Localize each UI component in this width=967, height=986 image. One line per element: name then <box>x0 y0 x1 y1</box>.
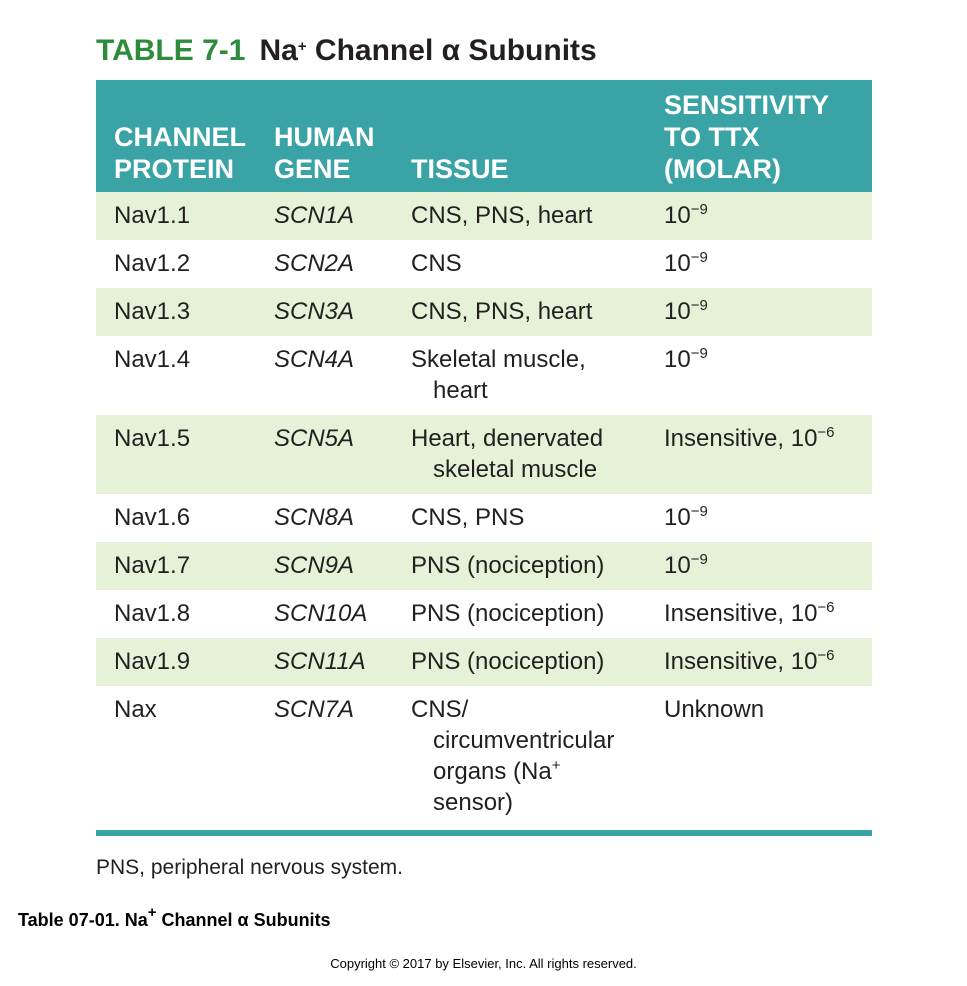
cell-tissue: Heart, denervated skeletal muscle <box>393 415 646 494</box>
cell-tissue: CNS, PNS, heart <box>393 192 646 240</box>
copyright-notice: Copyright © 2017 by Elsevier, Inc. All rights reserved. <box>330 956 637 971</box>
table-row <box>96 590 872 638</box>
header-channel-protein: CHANNEL PROTEIN <box>96 80 256 192</box>
cell-ttx-sensitivity: $10^{-9}$ <box>646 542 872 590</box>
table-row <box>96 415 872 494</box>
table-header <box>96 80 872 192</box>
cell-channel-protein: Nav1.3 <box>96 288 256 336</box>
cell-channel-protein: Nav1.1 <box>96 192 256 240</box>
cell-human-gene: SCN10A <box>274 600 368 627</box>
cell-channel-protein: Nav1.7 <box>96 542 256 590</box>
cell-channel-protein: Nav1.9 <box>96 638 256 686</box>
cell-human-gene: SCN4A <box>274 346 355 373</box>
table-row <box>96 336 872 415</box>
cell-ttx-sensitivity: Insensitive, $10^{-6}$ <box>646 638 872 686</box>
cell-human-gene: SCN1A <box>256 192 393 240</box>
table-body <box>96 192 872 830</box>
cell-human-gene: SCN7A <box>274 696 355 723</box>
cell-tissue: PNS (nociception) <box>393 542 646 590</box>
cell-channel-protein: Nav1.8 <box>114 600 191 627</box>
table-row <box>96 494 872 542</box>
cell-channel-protein: Nav1.4 <box>114 346 191 373</box>
table-frame <box>96 80 872 836</box>
cell-ttx-sensitivity: $10^{-9}$ <box>664 345 708 373</box>
table-row <box>96 288 872 336</box>
cell-channel-protein: Nav1.6 <box>114 504 191 531</box>
cell-human-gene: SCN5A <box>256 415 393 494</box>
cell-tissue: PNS (nociception) <box>393 638 646 686</box>
cell-tissue: Skeletal muscle, heart <box>411 346 586 404</box>
cell-channel-protein: Nav1.5 <box>96 415 256 494</box>
cell-human-gene: SCN8A <box>274 504 355 531</box>
cell-tissue: CNS <box>411 250 462 277</box>
header-tissue: TISSUE <box>393 80 646 192</box>
cell-channel-protein: Nax <box>114 696 157 723</box>
figure-caption: Table 07-01. Na+ Channel α Subunits <box>18 904 331 930</box>
table-row <box>96 192 872 240</box>
table-row <box>96 542 872 590</box>
cell-tissue: CNS/ circumventricular organs (Na+ sensor) <box>411 696 615 816</box>
table-row <box>96 638 872 686</box>
table-number: TABLE 7-1 <box>96 34 246 67</box>
table-name: Na+ Channel α Subunits <box>259 34 597 67</box>
header-human-gene: HUMAN GENE <box>256 80 393 192</box>
cell-ttx-sensitivity: $10^{-9}$ <box>646 288 872 336</box>
cell-human-gene: SCN11A <box>256 638 393 686</box>
header-ttx-sensitivity: SENSITIVITY TO TTX (MOLAR) <box>646 80 872 192</box>
sodium-channel-table <box>96 80 872 830</box>
cell-tissue: PNS (nociception) <box>411 600 605 627</box>
cell-tissue: CNS, PNS <box>411 504 525 531</box>
table-bottom-rule <box>96 830 872 836</box>
table-title <box>96 34 597 68</box>
cell-channel-protein: Nav1.2 <box>114 250 191 277</box>
cell-ttx-sensitivity: $10^{-9}$ <box>664 249 708 277</box>
table-footnote: PNS, peripheral nervous system. <box>96 856 403 879</box>
cell-ttx-sensitivity: Insensitive, $10^{-6}$ <box>646 415 872 494</box>
cell-human-gene: SCN9A <box>256 542 393 590</box>
cell-ttx-sensitivity: Insensitive, $10^{-6}$ <box>664 599 835 627</box>
cell-human-gene: SCN2A <box>274 250 355 277</box>
cell-tissue: CNS, PNS, heart <box>393 288 646 336</box>
table-row <box>96 240 872 288</box>
cell-ttx-sensitivity: $10^{-9}$ <box>664 503 708 531</box>
cell-ttx-sensitivity: Unknown <box>664 696 765 723</box>
cell-ttx-sensitivity: $10^{-9}$ <box>646 192 872 240</box>
table-row <box>96 686 872 830</box>
cell-human-gene: SCN3A <box>256 288 393 336</box>
